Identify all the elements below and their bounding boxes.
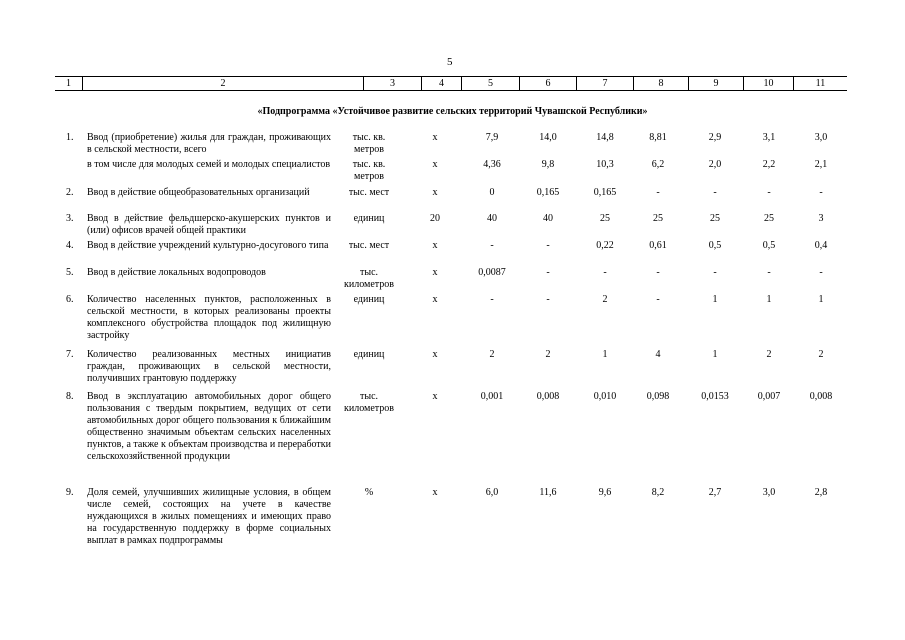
cell-col-7: 10,3 <box>596 159 614 170</box>
cell-col-5: 40 <box>487 213 497 224</box>
row-unit: тыс. кв. метров <box>352 159 386 182</box>
cell-col-11: 2,1 <box>814 159 828 170</box>
header-col-4: 4 <box>422 77 462 90</box>
cell-col-8: - <box>656 267 660 278</box>
cell-col-5: 7,9 <box>485 132 499 143</box>
cell-col-5: 0,001 <box>480 391 504 402</box>
cell-col-7: 9,6 <box>598 487 612 498</box>
cell-col-10: 2 <box>766 349 772 360</box>
cell-col-10: 3,1 <box>762 132 776 143</box>
cell-col-11: 3,0 <box>814 132 828 143</box>
cell-col-6: 9,8 <box>541 159 555 170</box>
row-number: 2. <box>66 187 74 198</box>
row-unit: тыс. кв. метров <box>352 132 386 155</box>
cell-col-8: 6,2 <box>651 159 665 170</box>
cell-col-4: 20 <box>430 213 440 224</box>
header-col-11: 11 <box>815 78 826 89</box>
cell-col-4: х <box>432 187 438 198</box>
cell-col-6: - <box>546 240 550 251</box>
header-col-9: 9 <box>689 77 744 90</box>
row-description: Ввод в действие учреждений культурно-досугового типа <box>87 240 329 251</box>
cell-col-11: 3 <box>818 213 824 224</box>
row-unit: единиц <box>353 294 385 305</box>
cell-col-11: - <box>819 267 823 278</box>
cell-col-4: х <box>432 487 438 498</box>
row-unit: тыс. мест <box>348 187 390 198</box>
row-unit: % <box>364 487 374 498</box>
row-description: Доля семей, улучшивших жилищные условия, в общем числе семей, состоящих на учете в качестве нуждающихся в жилых помещениях и имеющих право на государственную поддержку в форме социальных выплат в рамках подпрограммы <box>87 487 331 546</box>
cell-col-6: 0,008 <box>536 391 560 402</box>
cell-col-7: 0,22 <box>596 240 614 251</box>
cell-col-8: - <box>656 187 660 198</box>
cell-col-4: х <box>432 294 438 305</box>
header-col-8: 8 <box>634 77 689 90</box>
cell-col-7: 14,8 <box>596 132 614 143</box>
cell-col-10: - <box>767 187 771 198</box>
cell-col-5: - <box>490 240 494 251</box>
row-description: Ввод в действие общеобразовательных организаций <box>87 187 310 198</box>
cell-col-9: 25 <box>710 213 720 224</box>
cell-col-10: 0,007 <box>757 391 781 402</box>
cell-col-8: 0,61 <box>649 240 667 251</box>
row-description: Количество населенных пунктов, расположенных в сельской местности, в которых реализованы проекты комплексного обустройства площадок под жилищную застройку <box>87 294 331 341</box>
header-col-1: 1 <box>55 77 83 90</box>
cell-col-5: 6,0 <box>485 487 499 498</box>
cell-col-7: 2 <box>602 294 608 305</box>
header-col-6: 6 <box>520 77 577 90</box>
row-number: 5. <box>66 267 74 278</box>
row-number: 3. <box>66 213 74 224</box>
row-description: Ввод (приобретение) жилья для граждан, проживающих в сельской местности, всего <box>87 132 331 155</box>
cell-col-9: 2,7 <box>708 487 722 498</box>
row-number: 1. <box>66 132 74 143</box>
cell-col-11: 1 <box>818 294 824 305</box>
row-unit: тыс. мест <box>348 240 390 251</box>
cell-col-6: 2 <box>545 349 551 360</box>
cell-col-7: - <box>603 267 607 278</box>
cell-col-4: х <box>432 349 438 360</box>
row-number: 7. <box>66 349 74 360</box>
cell-col-6: 11,6 <box>539 487 557 498</box>
row-description: в том числе для молодых семей и молодых специалистов <box>87 159 331 170</box>
cell-col-9: - <box>713 267 717 278</box>
cell-col-6: - <box>546 294 550 305</box>
cell-col-10: 25 <box>764 213 774 224</box>
row-number: 8. <box>66 391 74 402</box>
cell-col-4: х <box>432 132 438 143</box>
cell-col-11: 2,8 <box>814 487 828 498</box>
cell-col-7: 1 <box>602 349 608 360</box>
cell-col-5: 0 <box>489 187 495 198</box>
cell-col-9: 2,9 <box>708 132 722 143</box>
cell-col-9: 0,0153 <box>701 391 729 402</box>
cell-col-6: - <box>546 267 550 278</box>
subprogram-title: «Подпрограмма «Устойчивое развитие сельских территорий Чувашской Республики» <box>257 106 648 117</box>
cell-col-6: 40 <box>543 213 553 224</box>
cell-col-10: 0,5 <box>762 240 776 251</box>
cell-col-9: 0,5 <box>708 240 722 251</box>
cell-col-7: 25 <box>600 213 610 224</box>
row-unit: единиц <box>353 213 385 224</box>
cell-col-7: 0,010 <box>593 391 617 402</box>
cell-col-11: 2 <box>818 349 824 360</box>
cell-col-11: 0,008 <box>809 391 833 402</box>
cell-col-4: х <box>432 267 438 278</box>
row-description: Ввод в действие фельдшерско-акушерских пунктов и (или) офисов врачей общей практики <box>87 213 331 236</box>
cell-col-10: 3,0 <box>762 487 776 498</box>
row-description: Количество реализованных местных инициатив граждан, проживающих в сельской местности, получивших грантовую поддержку <box>87 349 331 384</box>
header-col-2: 2 <box>83 77 364 90</box>
cell-col-9: 2,0 <box>708 159 722 170</box>
cell-col-4: х <box>432 391 438 402</box>
cell-col-10: - <box>767 267 771 278</box>
cell-col-8: - <box>656 294 660 305</box>
cell-col-4: х <box>432 240 438 251</box>
cell-col-8: 25 <box>653 213 663 224</box>
cell-col-5: 2 <box>489 349 495 360</box>
cell-col-8: 0,098 <box>646 391 670 402</box>
cell-col-8: 4 <box>655 349 661 360</box>
row-number: 6. <box>66 294 74 305</box>
row-number: 9. <box>66 487 74 498</box>
cell-col-7: 0,165 <box>593 187 617 198</box>
row-unit: тыс. километров <box>344 267 394 290</box>
cell-col-5: - <box>490 294 494 305</box>
header-col-10: 10 <box>744 77 794 90</box>
cell-col-11: 0,4 <box>814 240 828 251</box>
cell-col-8: 8,2 <box>651 487 665 498</box>
cell-col-6: 14,0 <box>539 132 557 143</box>
cell-col-9: 1 <box>712 349 718 360</box>
cell-col-6: 0,165 <box>536 187 560 198</box>
header-col-7: 7 <box>577 77 634 90</box>
cell-col-5: 4,36 <box>483 159 501 170</box>
cell-col-11: - <box>819 187 823 198</box>
header-col-3: 3 <box>364 77 422 90</box>
row-description: Ввод в эксплуатацию автомобильных дорог общего пользования с твердым покрытием, ведущих от сети автомобильных дорог общего пользования к ближайшим общественно значимым объектам сельских населенных пунктов, а также к объектам производства и переработки сельскохозяйственной продукции <box>87 391 331 462</box>
cell-col-10: 2,2 <box>762 159 776 170</box>
row-number: 4. <box>66 240 74 251</box>
cell-col-9: - <box>713 187 717 198</box>
row-unit: единиц <box>353 349 385 360</box>
table-header <box>55 76 847 91</box>
row-unit: тыс. километров <box>344 391 394 414</box>
cell-col-8: 8,81 <box>649 132 667 143</box>
cell-col-4: х <box>432 159 438 170</box>
cell-col-5: 0,0087 <box>478 267 506 278</box>
cell-col-9: 1 <box>712 294 718 305</box>
header-col-5: 5 <box>462 77 520 90</box>
page-number: 5 <box>447 56 453 68</box>
row-description: Ввод в действие локальных водопроводов <box>87 267 266 278</box>
cell-col-10: 1 <box>766 294 772 305</box>
